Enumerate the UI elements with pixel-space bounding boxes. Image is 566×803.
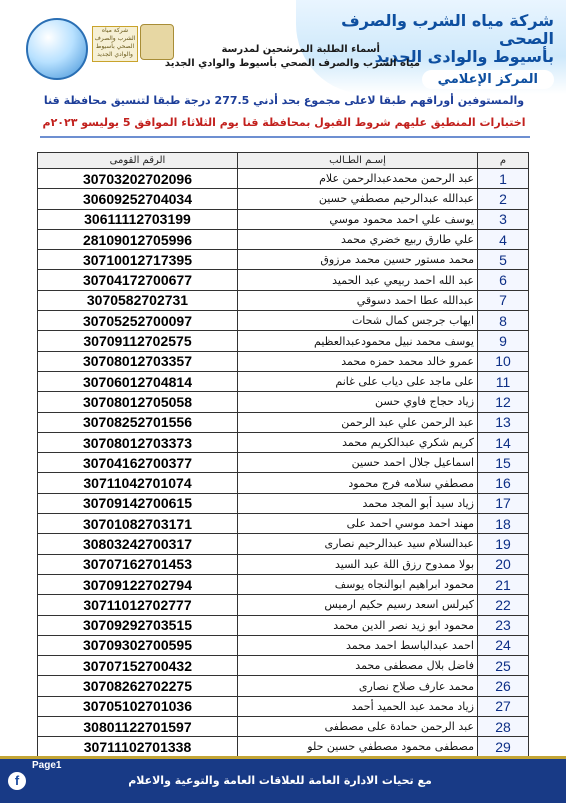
national-id-cell: 30709292703515	[38, 615, 238, 635]
subtitle-line1: أسماء الطلبة المرشحين لمدرسة	[221, 44, 380, 55]
national-id-cell: 30611112703199	[38, 209, 238, 229]
table-row	[38, 453, 529, 473]
table-row	[38, 676, 529, 696]
national-id-cell: 30708012703357	[38, 351, 238, 371]
row-number-cell: 7	[478, 290, 529, 310]
row-number-cell: 3	[478, 209, 529, 229]
table-row	[38, 371, 529, 391]
national-id-cell: 30706012704814	[38, 371, 238, 391]
national-id-cell: 30709122702794	[38, 574, 238, 594]
row-number-cell: 20	[478, 554, 529, 574]
national-id-cell: 30701082703171	[38, 514, 238, 534]
row-number-cell: 22	[478, 595, 529, 615]
student-name-cell: مصطفى محمود مصطفي حسين حلو	[238, 737, 478, 757]
student-name-cell: فاضل بلال مصطفى محمد	[238, 656, 478, 676]
student-name-cell: عمرو خالد محمد حمزه محمد	[238, 351, 478, 371]
row-number-cell: 23	[478, 615, 529, 635]
national-id-cell: 30708252701556	[38, 412, 238, 432]
student-name-cell: على ماجد على دياب على غانم	[238, 371, 478, 391]
student-name-cell: اسماعيل جلال احمد حسين	[238, 453, 478, 473]
student-name-cell: ايهاب جرجس كمال شحات	[238, 311, 478, 331]
national-id-cell: 30705252700097	[38, 311, 238, 331]
row-number-cell: 1	[478, 169, 529, 189]
student-name-cell: علي طارق ربيع خضري محمد	[238, 229, 478, 249]
row-number-cell: 12	[478, 392, 529, 412]
divider	[40, 136, 530, 138]
table-row	[38, 595, 529, 615]
table-row	[38, 696, 529, 716]
student-name-cell: يوسف علي احمد محمود موسي	[238, 209, 478, 229]
student-name-cell: زياد حجاج فاوي حسن	[238, 392, 478, 412]
table-row	[38, 717, 529, 737]
national-id-cell: 30801122701597	[38, 717, 238, 737]
company-logo-caption: شركة مياه الشرب والصرف الصحي بأسيوط والوادي الجديد	[92, 26, 138, 62]
national-id-cell: 30803242700317	[38, 534, 238, 554]
table-row	[38, 351, 529, 371]
student-name-cell: مهند احمد موسي احمد على	[238, 514, 478, 534]
table-header-row	[38, 153, 529, 169]
row-number-cell: 6	[478, 270, 529, 290]
company-name-line1: شركة مياه الشرب والصرف الصحى	[341, 11, 554, 48]
row-number-cell: 28	[478, 717, 529, 737]
footer-text: مع تحيات الادارة العامة للعلاقات العامة والتوعية والاعلام	[128, 774, 432, 787]
table-row	[38, 412, 529, 432]
national-id-cell: 30711042701074	[38, 473, 238, 493]
national-id-cell: 30703202702096	[38, 169, 238, 189]
student-name-cell: كريم شكري عبدالكريم محمد	[238, 432, 478, 452]
student-name-cell: زياد محمد عبد الحميد أحمد	[238, 696, 478, 716]
row-number-cell: 25	[478, 656, 529, 676]
row-number-cell: 26	[478, 676, 529, 696]
table-row	[38, 290, 529, 310]
table-row	[38, 635, 529, 655]
table-row	[38, 737, 529, 757]
student-name-cell: احمد عبدالباسط احمد محمد	[238, 635, 478, 655]
column-header-number: م	[478, 153, 529, 169]
student-name-cell: محمد مستور حسين محمد مرزوق	[238, 250, 478, 270]
row-number-cell: 14	[478, 432, 529, 452]
column-header-name: إسـم الطـالب	[238, 153, 478, 169]
row-number-cell: 24	[478, 635, 529, 655]
row-number-cell: 19	[478, 534, 529, 554]
national-id-cell: 30709142700615	[38, 493, 238, 513]
water-drop-logo-icon	[26, 18, 88, 80]
national-id-cell: 30711102701338	[38, 737, 238, 757]
national-id-cell: 30708012703373	[38, 432, 238, 452]
student-name-cell: عبد الله احمد ربيعي عبد الحميد	[238, 270, 478, 290]
student-name-cell: محمد عارف صلاح نصارى	[238, 676, 478, 696]
national-id-cell: 30609252704034	[38, 189, 238, 209]
table-row	[38, 615, 529, 635]
exam-note: اختبارات المنطيق عليهم شروط القبول بمحافظة قنا يوم الثلاثاء الموافق 5 يوليسو ٢٠٢٣م	[42, 116, 526, 129]
student-name-cell: بولا ممدوح رزق اللة عبد السيد	[238, 554, 478, 574]
national-id-cell: 30709112702575	[38, 331, 238, 351]
student-name-cell: كيرلس اسعد رسيم حكيم ارميس	[238, 595, 478, 615]
table-row	[38, 656, 529, 676]
student-name-cell: عبدالسلام سيد عبدالرحيم نصارى	[238, 534, 478, 554]
student-name-cell: عبد الرحمن محمدعبدالرحمن علام	[238, 169, 478, 189]
table-row	[38, 331, 529, 351]
row-number-cell: 2	[478, 189, 529, 209]
student-name-cell: عبدالله عطا احمد دسوقي	[238, 290, 478, 310]
national-id-cell: 30708012705058	[38, 392, 238, 412]
table-row	[38, 392, 529, 412]
table-row	[38, 493, 529, 513]
table-row	[38, 311, 529, 331]
row-number-cell: 13	[478, 412, 529, 432]
student-name-cell: محمود ابراهيم ابوالنجاه يوسف	[238, 574, 478, 594]
table-row	[38, 209, 529, 229]
table-row	[38, 473, 529, 493]
row-number-cell: 5	[478, 250, 529, 270]
facebook-icon[interactable]: f	[8, 772, 26, 790]
student-name-cell: زياد سيد أبو المجد محمد	[238, 493, 478, 513]
headline: والمستوفين أوراقهم طبقا لاعلى مجموع بحد أدني 277.5 درجة طبقا لتنسيق محافظة قنا	[43, 94, 525, 107]
company-name-line2: بأسيوط والوادى الجديد	[374, 47, 554, 66]
student-name-cell: عبد الرحمن علي عبد الرحمن	[238, 412, 478, 432]
column-header-id: الرقم القومى	[38, 153, 238, 169]
national-id-cell: 30710012717395	[38, 250, 238, 270]
national-id-cell: 30704162700377	[38, 453, 238, 473]
row-number-cell: 16	[478, 473, 529, 493]
table-row	[38, 534, 529, 554]
table-row	[38, 514, 529, 534]
national-id-cell: 30707152700432	[38, 656, 238, 676]
students-table	[37, 152, 529, 778]
student-name-cell: يوسف محمد نبيل محمودعبدالعظيم	[238, 331, 478, 351]
student-name-cell: عبد الرحمن حمادة على مصطفى	[238, 717, 478, 737]
subtitle-line2: مياه الشرب والصرف الصحي بأسيوط والوادي الجديد	[164, 58, 420, 69]
row-number-cell: 15	[478, 453, 529, 473]
national-id-cell: 3070582702731	[38, 290, 238, 310]
row-number-cell: 18	[478, 514, 529, 534]
row-number-cell: 21	[478, 574, 529, 594]
student-name-cell: عبدالله عبدالرحيم مصطفي حسين	[238, 189, 478, 209]
table-row	[38, 250, 529, 270]
table-row	[38, 574, 529, 594]
media-center-label: المركز الإعلامي	[422, 70, 554, 89]
table-row	[38, 270, 529, 290]
row-number-cell: 29	[478, 737, 529, 757]
table-row	[38, 432, 529, 452]
national-id-cell: 30711012702777	[38, 595, 238, 615]
table-row	[38, 189, 529, 209]
row-number-cell: 4	[478, 229, 529, 249]
row-number-cell: 10	[478, 351, 529, 371]
row-number-cell: 11	[478, 371, 529, 391]
national-id-cell: 30705102701036	[38, 696, 238, 716]
national-id-cell: 30707162701453	[38, 554, 238, 574]
row-number-cell: 9	[478, 331, 529, 351]
table-row	[38, 229, 529, 249]
national-id-cell: 30709302700595	[38, 635, 238, 655]
student-name-cell: محمود ابو زيد نصر الدين محمد	[238, 615, 478, 635]
page-label: Page1	[32, 760, 62, 771]
table-row	[38, 169, 529, 189]
row-number-cell: 27	[478, 696, 529, 716]
student-name-cell: مصطفي سلامه فرج محمود	[238, 473, 478, 493]
row-number-cell: 8	[478, 311, 529, 331]
row-number-cell: 17	[478, 493, 529, 513]
national-id-cell: 30708262702275	[38, 676, 238, 696]
national-id-cell: 28109012705996	[38, 229, 238, 249]
table-row	[38, 554, 529, 574]
national-id-cell: 30704172700677	[38, 270, 238, 290]
